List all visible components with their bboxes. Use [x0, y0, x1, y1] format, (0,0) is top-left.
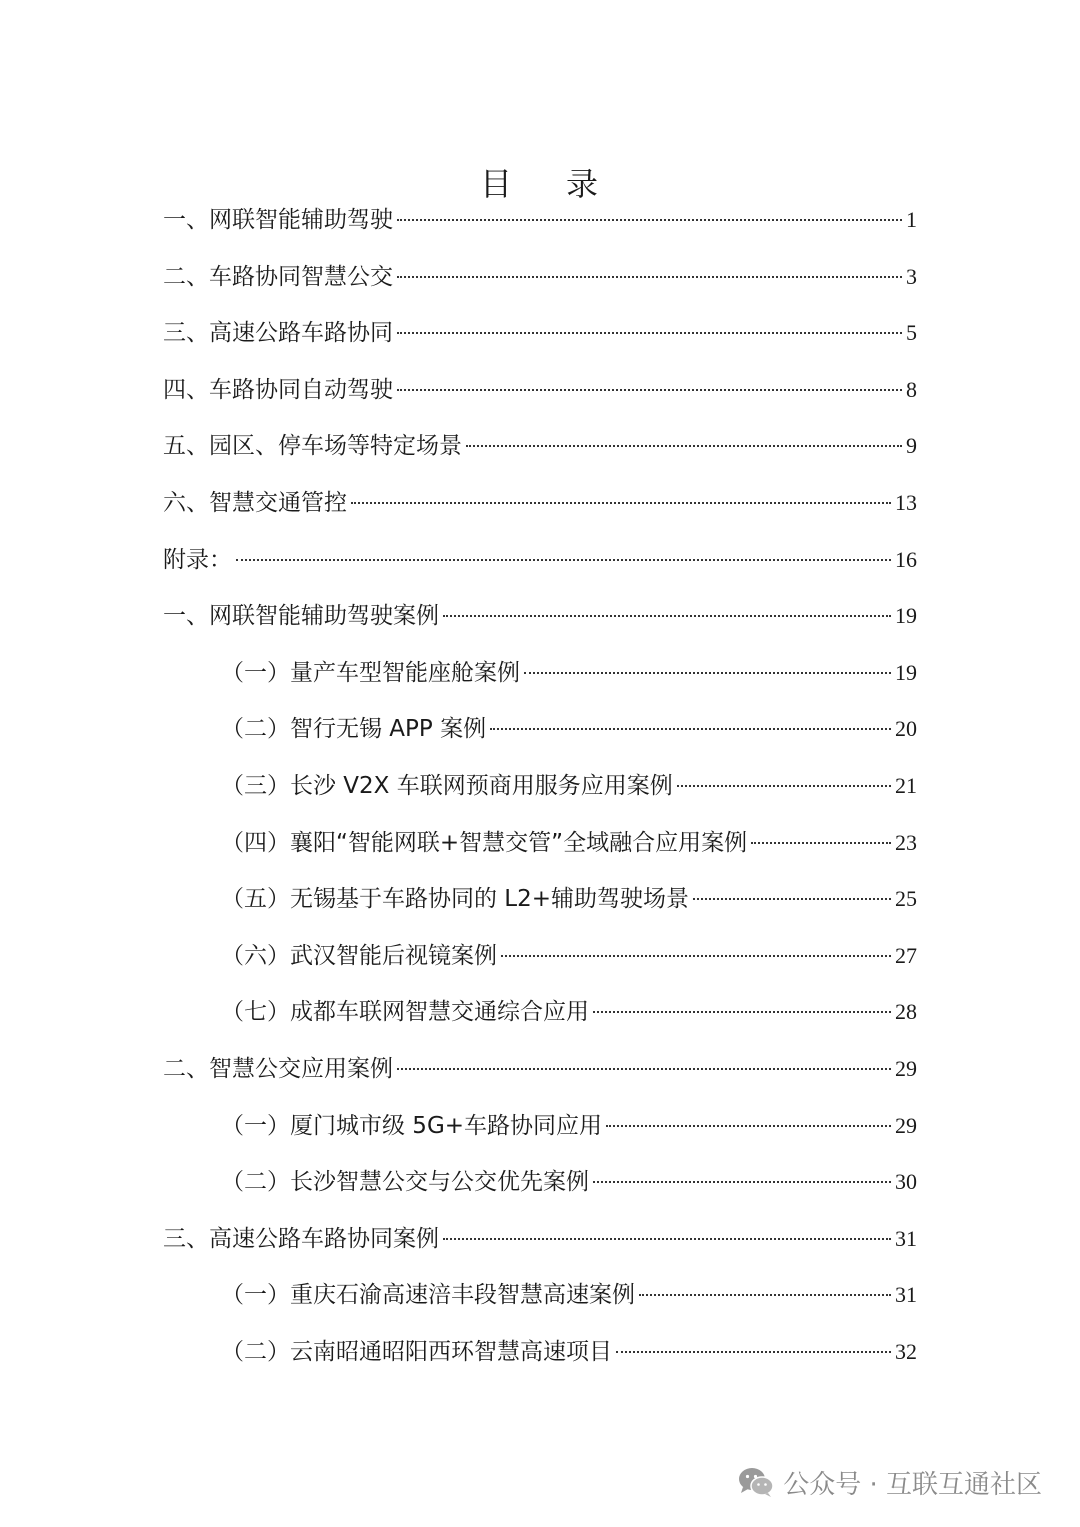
toc-dot-leader: [443, 1238, 891, 1240]
toc-page-number: 16: [895, 547, 917, 572]
toc-entry[interactable]: [163, 373, 917, 407]
toc-entry-label: （五）无锡基于车路协同的 L2+辅助驾驶场景: [221, 886, 690, 912]
toc-entry-label: 一、网联智能辅助驾驶: [163, 207, 393, 233]
toc-entry[interactable]: [163, 260, 917, 294]
wechat-icon: [737, 1466, 775, 1498]
toc-page-number: 20: [895, 716, 917, 741]
toc-entry-label: 三、高速公路车路协同案例: [163, 1226, 439, 1252]
toc-subentry[interactable]: [221, 995, 917, 1029]
toc-subentry[interactable]: [221, 1165, 917, 1199]
toc-entry[interactable]: [163, 543, 917, 577]
toc-subentry[interactable]: [221, 939, 917, 973]
toc-entry[interactable]: [163, 1052, 917, 1086]
toc-entry-label: （六）武汉智能后视镜案例: [221, 943, 497, 969]
toc-dot-leader: [677, 785, 891, 787]
toc-page-number: 31: [895, 1282, 917, 1307]
toc-entry[interactable]: [163, 1222, 917, 1256]
toc-dot-leader: [397, 389, 902, 391]
toc-entry-label: （二）云南昭通昭阳西环智慧高速项目: [221, 1339, 612, 1365]
toc-entry-label: （一）重庆石渝高速涪丰段智慧高速案例: [221, 1282, 635, 1308]
toc-dot-leader: [443, 615, 891, 617]
toc-dot-leader: [397, 219, 902, 221]
toc-dot-leader: [593, 1011, 891, 1013]
toc-dot-leader: [593, 1181, 891, 1183]
toc-dot-leader: [501, 955, 891, 957]
toc-subentry[interactable]: [221, 882, 917, 916]
toc-subentry[interactable]: [221, 826, 917, 860]
watermark: [737, 1462, 1042, 1502]
toc-dot-leader: [751, 842, 891, 844]
toc-dot-leader: [639, 1294, 891, 1296]
toc-dot-leader: [397, 332, 902, 334]
toc-page-number: 19: [895, 603, 917, 628]
toc-subentry[interactable]: [221, 1278, 917, 1312]
toc-entry-label: 一、网联智能辅助驾驶案例: [163, 603, 439, 629]
toc-page-number: 9: [906, 433, 917, 458]
toc-dot-leader: [397, 276, 902, 278]
toc-entry[interactable]: [163, 599, 917, 633]
toc-page-number: 23: [895, 830, 917, 855]
toc-page-number: 32: [895, 1339, 917, 1364]
toc-entry[interactable]: [163, 203, 917, 237]
toc-page-number: 27: [895, 943, 917, 968]
toc-dot-leader: [524, 672, 891, 674]
toc-page-number: 8: [906, 377, 917, 402]
toc-dot-leader: [490, 728, 891, 730]
toc-entry-label: 二、车路协同智慧公交: [163, 264, 393, 290]
toc-dot-leader: [466, 445, 902, 447]
toc-page-number: 21: [895, 773, 917, 798]
toc-subentry[interactable]: [221, 769, 917, 803]
toc-dot-leader: [693, 898, 891, 900]
toc-dot-leader: [606, 1125, 891, 1127]
toc-entry[interactable]: [163, 486, 917, 520]
toc-entry-label: （一）量产车型智能座舱案例: [221, 660, 520, 686]
toc-page-number: 19: [895, 660, 917, 685]
page-title: [0, 159, 1080, 209]
toc-page-number: 29: [895, 1056, 917, 1081]
toc-entry-label: 三、高速公路车路协同: [163, 320, 393, 346]
toc-page-number: 1: [906, 207, 917, 232]
toc-entry-label: （一）厦门城市级 5G+车路协同应用: [221, 1113, 603, 1139]
toc-entry-label: （三）长沙 V2X 车联网预商用服务应用案例: [221, 773, 673, 799]
title-char-right: 录: [566, 165, 601, 204]
toc-page-number: 25: [895, 886, 917, 911]
toc-dot-leader: [397, 1068, 891, 1070]
toc-entry-label: （二）智行无锡 APP 案例: [221, 716, 487, 742]
toc-page-number: 29: [895, 1113, 917, 1138]
toc-subentry[interactable]: [221, 656, 917, 690]
toc-page-number: 28: [895, 999, 917, 1024]
toc-entry-label: 四、车路协同自动驾驶: [163, 377, 393, 403]
toc-page-number: 30: [895, 1169, 917, 1194]
toc-entry-label: （七）成都车联网智慧交通综合应用: [221, 999, 589, 1025]
title-char-left: 目: [479, 165, 514, 204]
toc-entry-label: 二、智慧公交应用案例: [163, 1056, 393, 1082]
toc-page-number: 13: [895, 490, 917, 515]
toc-entry-label: （四）襄阳“智能网联+智慧交管”全域融合应用案例: [221, 830, 748, 856]
toc-page-number: 5: [906, 320, 917, 345]
toc-entry[interactable]: [163, 316, 917, 350]
toc-page-number: 3: [906, 264, 917, 289]
toc-entry-label: （二）长沙智慧公交与公交优先案例: [221, 1169, 589, 1195]
toc-entry-label: 六、智慧交通管控: [163, 490, 347, 516]
toc-entry-label: 附录：: [163, 547, 232, 573]
toc-entry[interactable]: [163, 429, 917, 463]
toc-subentry[interactable]: [221, 712, 917, 746]
toc-dot-leader: [616, 1351, 891, 1353]
toc-dot-leader: [351, 502, 891, 504]
watermark-text: 公众号 · 互联互通社区: [783, 1469, 1042, 1500]
toc-subentry[interactable]: [221, 1335, 917, 1369]
toc-subentry[interactable]: [221, 1109, 917, 1143]
toc-page-number: 31: [895, 1226, 917, 1251]
toc-entry-label: 五、园区、停车场等特定场景: [163, 433, 462, 459]
toc-dot-leader: [236, 559, 891, 561]
